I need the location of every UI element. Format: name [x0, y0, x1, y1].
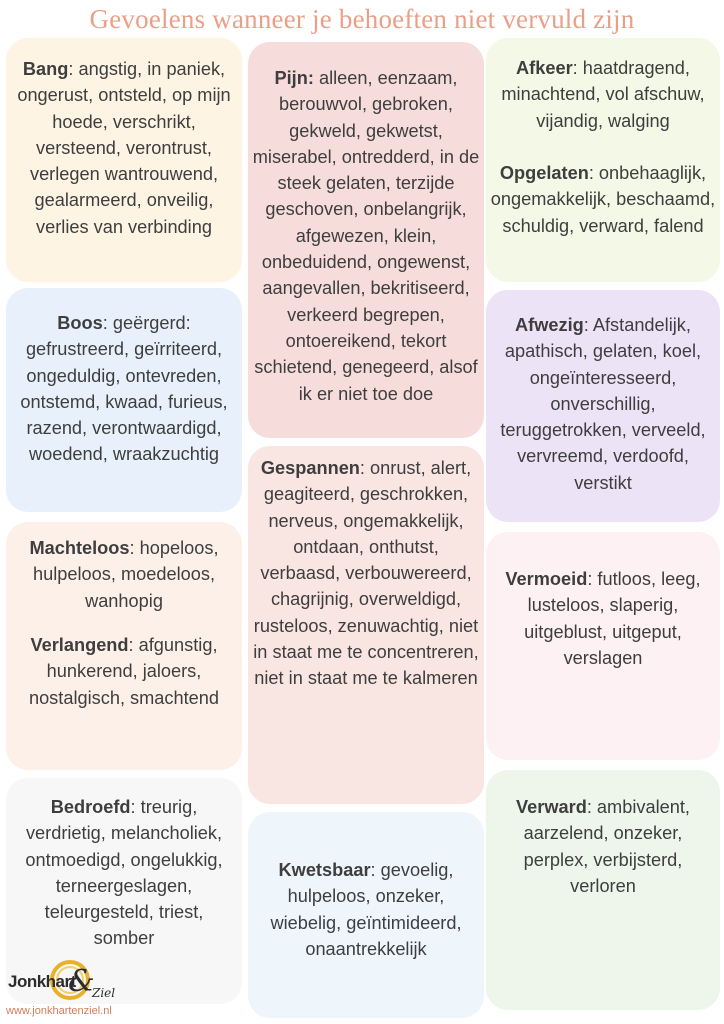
footer-website-link[interactable]: www.jonkhartenziel.nl: [6, 1005, 112, 1017]
card-vermoeid-heading: Vermoeid: [505, 569, 588, 589]
card-bang-text: : angstig, in paniek, ongerust, ontsteld, op mijn hoede, verschrikt, versteend, verontrust, verlegen wantrouwend, gealarmeerd, onveilig, verlies van verbinding: [17, 59, 231, 237]
card-bedroefd-heading: Bedroefd: [50, 797, 131, 817]
card-pijn: [252, 65, 480, 407]
card-afkeer-heading: Afkeer: [516, 58, 573, 78]
card-boos-text: : geërgerd: gefrustreerd, geïrriteerd, ongeduldig, ontevreden, ontstemd, kwaad, furieus, razend, verontwaardigd, woedend, wraakzuchtig: [20, 313, 228, 465]
logo: [8, 958, 138, 1003]
card-verward-heading: Verward: [516, 797, 587, 817]
logo-ampersand: &: [68, 964, 95, 999]
card-bedroefd-text: : treurig, verdrietig, melancholiek, ontmoedigd, ongelukkig, terneergeslagen, teleurgesteld, triest, somber: [25, 797, 223, 949]
card-bang: [14, 56, 234, 240]
card-machteloos-text: : hopeloos, hulpeloos, moedeloos, wanhopig: [33, 538, 219, 611]
card-pijn-text: alleen, eenzaam, berouwvol, gebroken, gekweld, gekwetst, miserabel, ontredderd, in de steek gelaten, terzijde geschoven, onbelangrijk, afgewezen, klein, onbeduidend, ongewenst, aangevallen, bekritiseerd, verkeerd begrepen, ontoereikend, tekort schietend, genegeerd, alsof ik er niet toe doe: [252, 68, 480, 404]
card-kwetsbaar: [252, 857, 480, 962]
card-afkeer-text: : haatdragend, minachtend, vol afschuw, vijandig, walging: [501, 58, 705, 131]
card-verlangend-text: : afgunstig, hunkerend, jaloers, nostalgisch, smachtend: [28, 635, 220, 708]
card-verlangend: [14, 632, 234, 711]
card-kwetsbaar-text: : gevoelig, hulpeloos, onzeker, wiebelig, geïntimideerd, onaantrekkelijk: [270, 860, 462, 959]
card-bedroefd: [14, 794, 234, 952]
card-verward: [490, 794, 716, 899]
card-boos-heading: Boos: [57, 313, 103, 333]
card-bang-heading: Bang: [22, 59, 69, 79]
card-kwetsbaar-heading: Kwetsbaar: [278, 860, 371, 880]
card-pijn-heading: Pijn:: [274, 68, 314, 88]
card-verward-text: : ambivalent, aarzelend, onzeker, perplex, verbijsterd, verloren: [523, 797, 690, 896]
card-gespannen-text: : onrust, alert, geagiteerd, geschrokken, nerveus, ongemakkelijk, ontdaan, onthutst, verbaasd, verbouwereerd, chagrijnig, overweldigd, rusteloos, zenuwachtig, niet in staat me te concentreren, niet in staat me te kalmeren: [253, 458, 479, 689]
card-afwezig-text: : Afstandelijk, apathisch, gelaten, koel, ongeïnteresseerd, onverschillig, teruggetrokken, verveeld, vervreemd, verdoofd, verstikt: [500, 315, 706, 493]
card-opgelaten-heading: Opgelaten: [499, 163, 589, 183]
card-afwezig: [490, 312, 716, 496]
card-gespannen-heading: Gespannen: [260, 458, 360, 478]
card-machteloos-heading: Machteloos: [29, 538, 130, 558]
logo-name: Jonkhart: [8, 972, 76, 991]
card-afkeer: [490, 55, 716, 134]
card-opgelaten-text: : onbehaaglijk, ongemakkelijk, beschaamd, schuldig, verward, falend: [490, 163, 716, 236]
card-vermoeid-text: : futloos, leeg, lusteloos, slaperig, uitgeblust, uitgeput, verslagen: [524, 569, 701, 668]
page-title: Gevoelens wanneer je behoeften niet vervuld zijn: [89, 4, 635, 34]
card-vermoeid: [490, 566, 716, 671]
card-gespannen: [252, 455, 480, 692]
card-verlangend-heading: Verlangend: [30, 635, 129, 655]
card-machteloos: [14, 535, 234, 614]
card-opgelaten: [490, 160, 716, 239]
card-boos: [14, 310, 234, 468]
card-afwezig-heading: Afwezig: [515, 315, 584, 335]
logo-sub: Ziel: [92, 986, 116, 1000]
